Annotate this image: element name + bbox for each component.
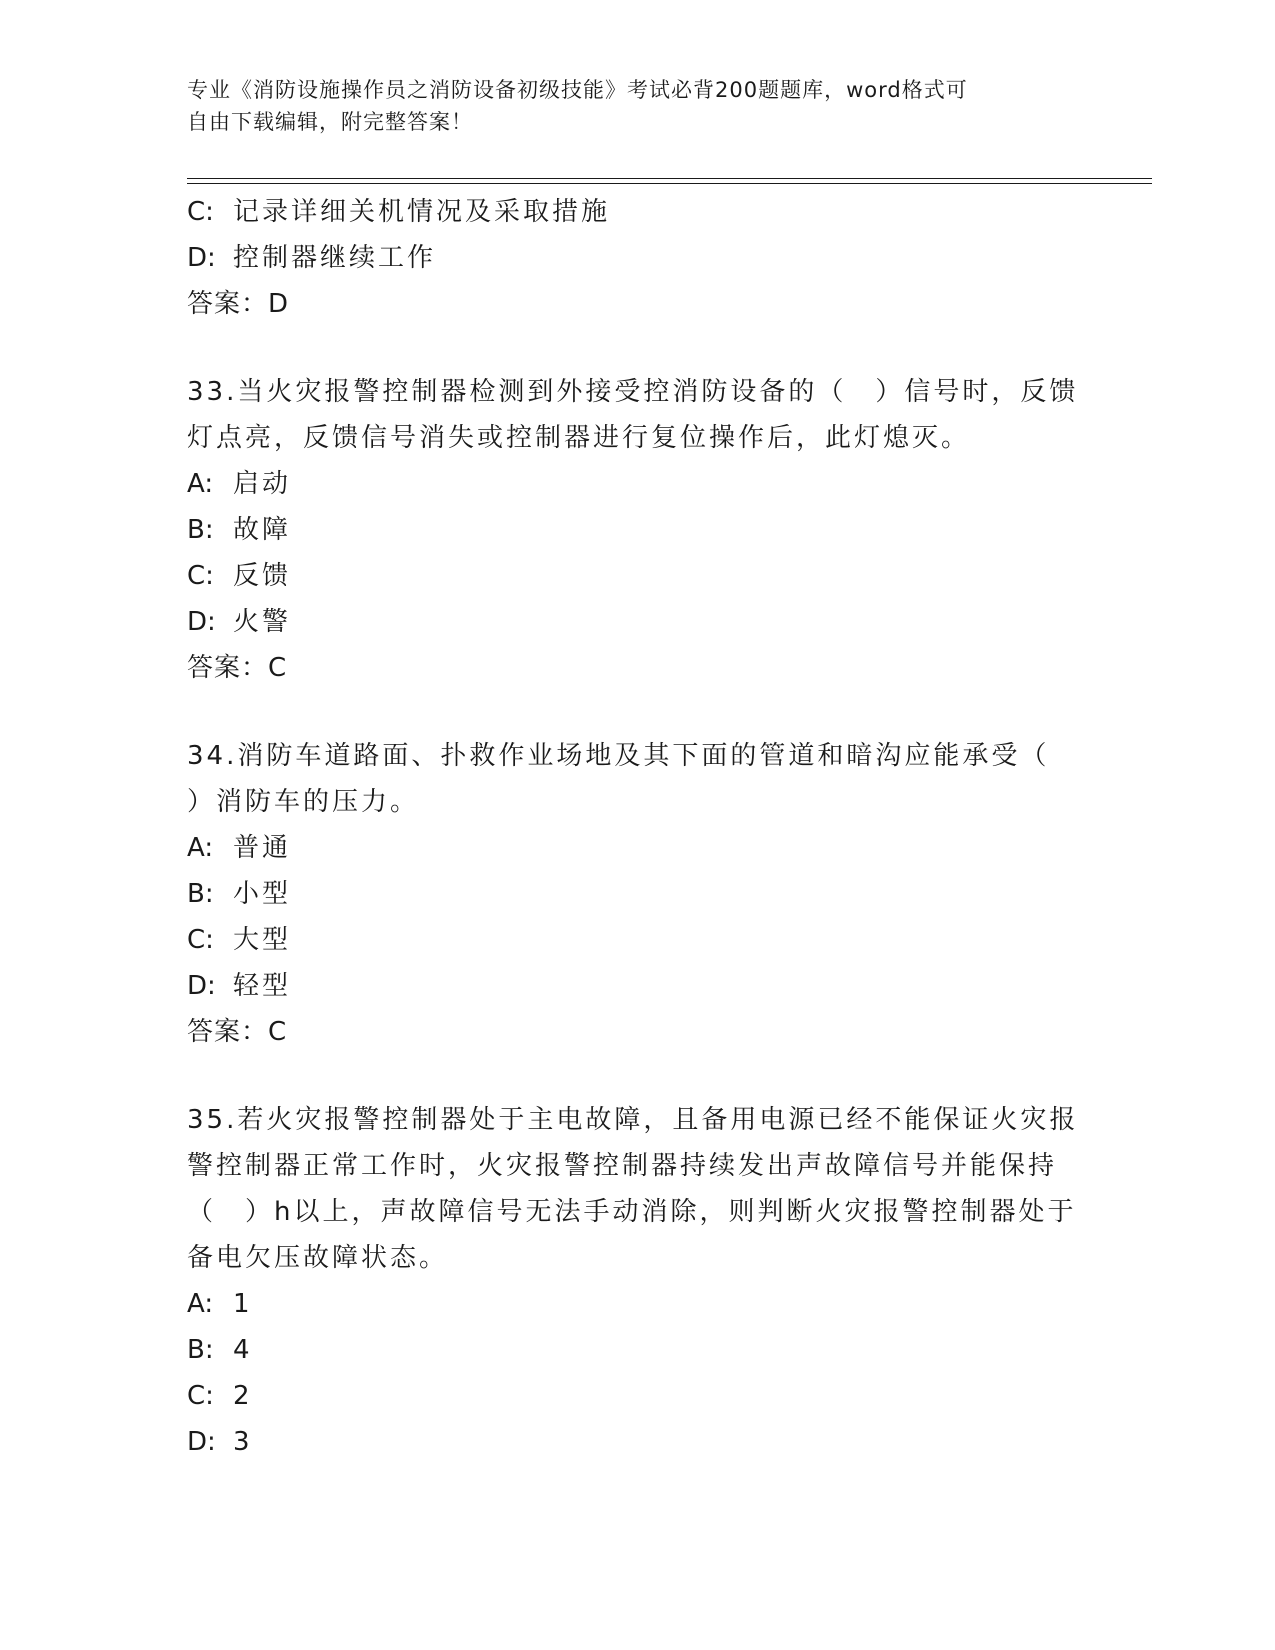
- option-letter: B:: [187, 879, 214, 909]
- option-row: [187, 235, 1087, 281]
- option-letter: C:: [187, 197, 214, 227]
- question-block-32: [187, 189, 1087, 327]
- question-list: [187, 189, 1087, 1465]
- option-row: [187, 461, 1087, 507]
- option-text: 启动: [233, 469, 292, 499]
- question-text-line: 灯点亮，反馈信号消失或控制器进行复位操作后，此灯熄灭。: [187, 423, 971, 453]
- question-text-line: 34.消防车道路面、扑救作业场地及其下面的管道和暗沟应能承受（: [187, 741, 1050, 771]
- option-row: [187, 963, 1087, 1009]
- option-row: [187, 1281, 1087, 1327]
- option-text: 反馈: [233, 561, 292, 591]
- question-block-34: [187, 733, 1087, 1055]
- option-letter: D:: [187, 607, 216, 637]
- question-text-line: 33.当火灾报警控制器检测到外接受控消防设备的（ ）信号时，反馈: [187, 377, 1079, 407]
- document-header: [187, 74, 1067, 138]
- option-letter: A:: [187, 1289, 214, 1319]
- option-letter: D:: [187, 243, 216, 273]
- question-block-35: [187, 1097, 1087, 1465]
- option-text: 故障: [233, 515, 292, 545]
- option-text: 火警: [233, 607, 292, 637]
- option-text: 记录详细关机情况及采取措施: [233, 197, 611, 227]
- option-row: [187, 825, 1087, 871]
- header-title-line-2: 自由下载编辑，附完整答案！: [187, 110, 473, 134]
- answer-line: 答案：D: [187, 289, 290, 319]
- option-text: 1: [233, 1289, 253, 1319]
- option-text: 2: [233, 1381, 253, 1411]
- question-text-line: 警控制器正常工作时，火灾报警控制器持续发出声故障信号并能保持: [187, 1151, 1058, 1181]
- option-row: [187, 507, 1087, 553]
- option-row: [187, 189, 1087, 235]
- option-letter: A:: [187, 833, 214, 863]
- answer-line: 答案：C: [187, 653, 288, 683]
- option-text: 轻型: [233, 971, 292, 1001]
- question-block-33: [187, 369, 1087, 691]
- option-letter: C:: [187, 561, 214, 591]
- question-text-line: ）消防车的压力。: [187, 787, 420, 817]
- answer-line: 答案：C: [187, 1017, 288, 1047]
- option-row: [187, 1373, 1087, 1419]
- option-row: [187, 917, 1087, 963]
- question-gap: [187, 691, 1087, 733]
- option-letter: D:: [187, 971, 216, 1001]
- option-row: [187, 599, 1087, 645]
- option-text: 控制器继续工作: [233, 243, 437, 273]
- option-letter: A:: [187, 469, 214, 499]
- header-divider-top: [187, 178, 1152, 179]
- question-text-line: （ ）h以上，声故障信号无法手动消除，则判断火灾报警控制器处于: [187, 1197, 1077, 1227]
- question-gap: [187, 327, 1087, 369]
- option-row: [187, 553, 1087, 599]
- option-letter: C:: [187, 925, 214, 955]
- option-text: 4: [233, 1335, 253, 1365]
- option-letter: B:: [187, 515, 214, 545]
- question-text-line: 35.若火灾报警控制器处于主电故障，且备用电源已经不能保证火灾报: [187, 1105, 1079, 1135]
- option-row: [187, 1327, 1087, 1373]
- option-letter: C:: [187, 1381, 214, 1411]
- header-title-line-1: 专业《消防设施操作员之消防设备初级技能》考试必背200题题库，word格式可: [187, 78, 968, 102]
- question-text-line: 备电欠压故障状态。: [187, 1243, 449, 1273]
- option-row: [187, 871, 1087, 917]
- option-text: 大型: [233, 925, 292, 955]
- question-gap: [187, 1055, 1087, 1097]
- option-text: 3: [233, 1427, 253, 1457]
- option-text: 普通: [233, 833, 292, 863]
- option-letter: D:: [187, 1427, 216, 1457]
- option-letter: B:: [187, 1335, 214, 1365]
- option-text: 小型: [233, 879, 292, 909]
- option-row: [187, 1419, 1087, 1465]
- header-divider-bottom: [187, 183, 1152, 184]
